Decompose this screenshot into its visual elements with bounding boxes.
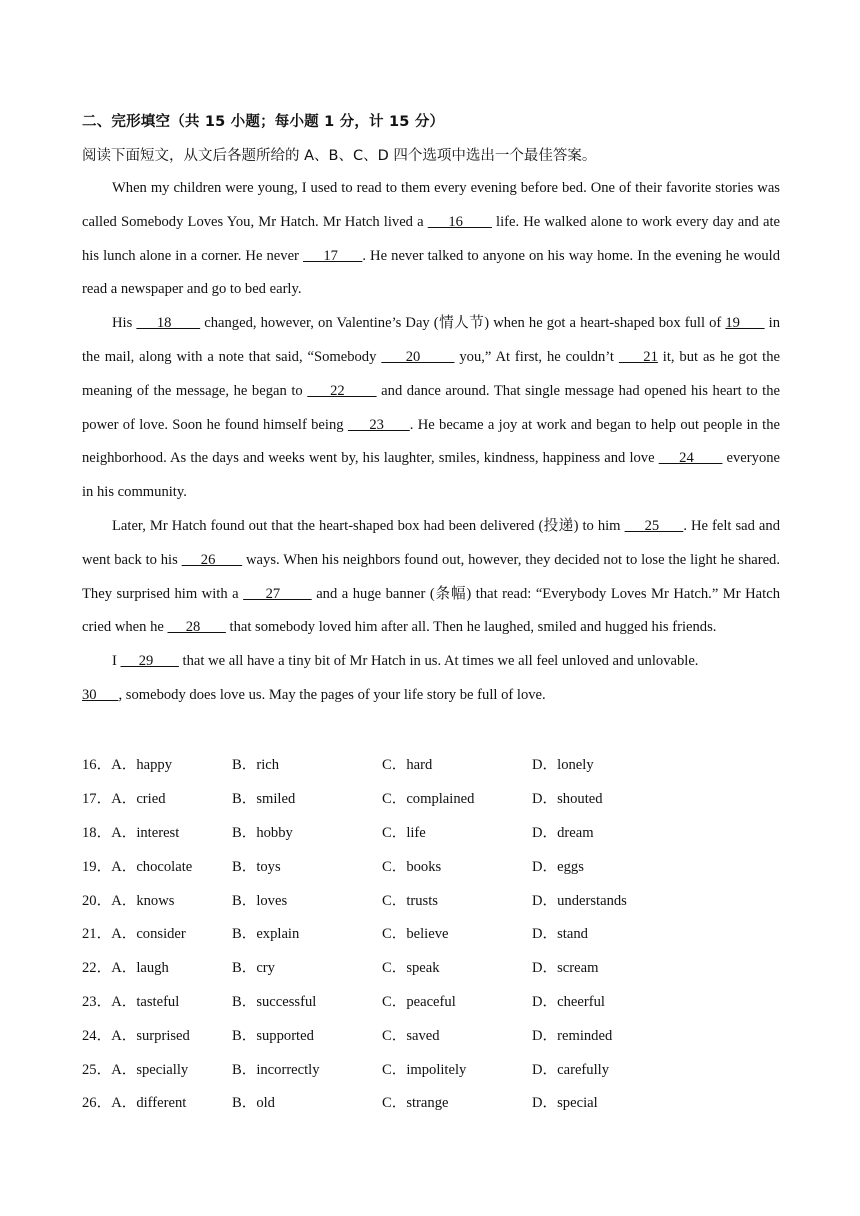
option-d: D．carefully	[532, 1061, 609, 1078]
option-a: 21．A．consider	[82, 926, 186, 943]
option-d: D．lonely	[532, 757, 594, 774]
paragraph-1	[82, 172, 780, 307]
paragraph-3	[82, 510, 780, 645]
option-a: 19．A．chocolate	[82, 858, 193, 875]
question-row	[82, 1017, 782, 1051]
passage-text: . He never talked to anyone on his way home. In the evening he would read a newspaper and go to bed early.	[82, 247, 780, 298]
question-row	[82, 781, 782, 815]
option-a: 25．A．specially	[82, 1061, 189, 1078]
option-c: C．believe	[382, 926, 449, 943]
passage-text: that we all have a tiny bit of Mr Hatch in us. At times we all feel unloved and unlovable.	[178, 653, 699, 670]
option-a: 22．A．laugh	[82, 960, 169, 977]
option-c: C．life	[382, 824, 426, 841]
passage-text: and a huge banner (条幅) that read: “Everybody Loves Mr Hatch.” Mr Hatch cried when he	[82, 585, 780, 636]
option-d: D．reminded	[532, 1027, 613, 1044]
blank-17: 17	[302, 247, 363, 264]
option-b: B．loves	[232, 892, 288, 909]
blank-21: 21	[618, 348, 658, 365]
passage-text: it, but as he got the meaning of the message, he began to	[82, 348, 780, 399]
option-c: C．books	[382, 858, 442, 875]
option-c: C．speak	[382, 960, 440, 977]
passage-text: . He felt sad and went back to his	[82, 517, 781, 568]
option-d: D．shouted	[532, 791, 603, 808]
question-row	[82, 984, 782, 1018]
question-row	[82, 815, 782, 849]
option-b: B．rich	[232, 757, 280, 774]
passage-text: changed, however, on Valentine’s Day (情人节) when he got a heart-shaped box full of	[200, 315, 726, 332]
option-c: C．hard	[382, 757, 433, 774]
blank-23: 23	[347, 416, 410, 433]
passage-text: life. He walked alone to work every day and ate his lunch alone in a corner. He never	[82, 213, 780, 264]
passage-text: . He became a joy at work and began to help out people in the neighborhood. As the days and weeks went by, his laughter, smiles, kindness, happiness and love	[82, 416, 780, 467]
option-d: D．scream	[532, 960, 599, 977]
blank-22: 22	[307, 382, 377, 399]
option-b: B．toys	[232, 858, 281, 875]
option-c: C．peaceful	[382, 993, 456, 1010]
option-a: 23．A．tasteful	[82, 993, 180, 1010]
option-a: 16．A．happy	[82, 757, 172, 774]
passage-text: His	[112, 315, 137, 332]
passage-text: I	[112, 653, 121, 670]
option-b: B．explain	[232, 926, 300, 943]
blank-26: 26	[181, 551, 243, 568]
blank-16: 16	[427, 213, 492, 230]
passage-text: ways. When his neighbors found out, however, they decided not to lose the light he shared. They surprised him with a	[82, 551, 780, 602]
answer-options	[82, 747, 782, 1119]
question-row	[82, 848, 782, 882]
option-b: B．smiled	[232, 791, 296, 808]
cloze-passage	[82, 172, 780, 713]
option-b: B．old	[232, 1095, 275, 1112]
question-row	[82, 747, 782, 781]
passage-text: and dance around. That single message had opened his heart to the power of love. Soon he found himself being	[82, 382, 781, 433]
passage-text: that somebody loved him after all. Then he laughed, smiled and hugged his friends.	[225, 619, 717, 636]
option-d: D．special	[532, 1095, 598, 1112]
passage-text: you,” At first, he couldn’t	[454, 348, 619, 365]
option-b: B．supported	[232, 1027, 314, 1044]
blank-19: 19	[725, 315, 765, 332]
option-c: C．strange	[382, 1095, 449, 1112]
option-d: D．eggs	[532, 858, 584, 875]
paragraph-4-continued	[82, 679, 780, 713]
passage-text: , somebody does love us. May the pages of your life story be full of love.	[118, 686, 546, 703]
paragraph-2	[82, 307, 780, 510]
section-instruction: 阅读下面短文，从文后各题所给的 A、B、C、D 四个选项中选出一个最佳答案。	[82, 148, 597, 164]
option-d: D．understands	[532, 892, 627, 909]
option-b: B．successful	[232, 993, 317, 1010]
passage-text: Later, Mr Hatch found out that the heart-shaped box had been delivered (投递) to him	[112, 517, 625, 534]
blank-24: 24	[658, 450, 723, 467]
option-c: C．trusts	[382, 892, 438, 909]
option-a: 26．A．different	[82, 1095, 187, 1112]
blank-25: 25	[624, 517, 684, 534]
option-d: D．dream	[532, 824, 594, 841]
question-row	[82, 950, 782, 984]
option-a: 18．A．interest	[82, 824, 180, 841]
passage-text: in the mail, along with a note that said, “Somebody	[82, 315, 781, 365]
option-a: 24．A．surprised	[82, 1027, 190, 1044]
option-b: B．incorrectly	[232, 1061, 320, 1078]
blank-28: 28	[167, 619, 226, 636]
section-heading: 二、完形填空（共 15 小题；每小题 1 分，计 15 分）	[82, 114, 445, 130]
option-c: C．saved	[382, 1027, 440, 1044]
option-b: B．hobby	[232, 824, 293, 841]
option-b: B．cry	[232, 960, 275, 977]
paragraph-4	[82, 645, 780, 679]
option-c: C．impolitely	[382, 1061, 467, 1078]
blank-20: 20	[381, 348, 455, 365]
passage-text: everyone in his community.	[82, 450, 781, 501]
blank-27: 27	[243, 585, 312, 602]
question-row	[82, 882, 782, 916]
question-row	[82, 1085, 782, 1119]
option-d: D．stand	[532, 926, 588, 943]
question-row	[82, 1051, 782, 1085]
blank-29: 29	[120, 653, 179, 670]
option-c: C．complained	[382, 791, 475, 808]
option-d: D．cheerful	[532, 993, 605, 1010]
passage-text: When my children were young, I used to read to them every evening before bed. One of their favorite stories was called Somebody Loves You, Mr Hatch. Mr Hatch lived a	[82, 180, 780, 230]
blank-30: 30	[82, 686, 119, 703]
option-a: 20．A．knows	[82, 892, 175, 909]
option-a: 17．A．cried	[82, 791, 166, 808]
question-row	[82, 916, 782, 950]
blank-18: 18	[136, 315, 201, 332]
